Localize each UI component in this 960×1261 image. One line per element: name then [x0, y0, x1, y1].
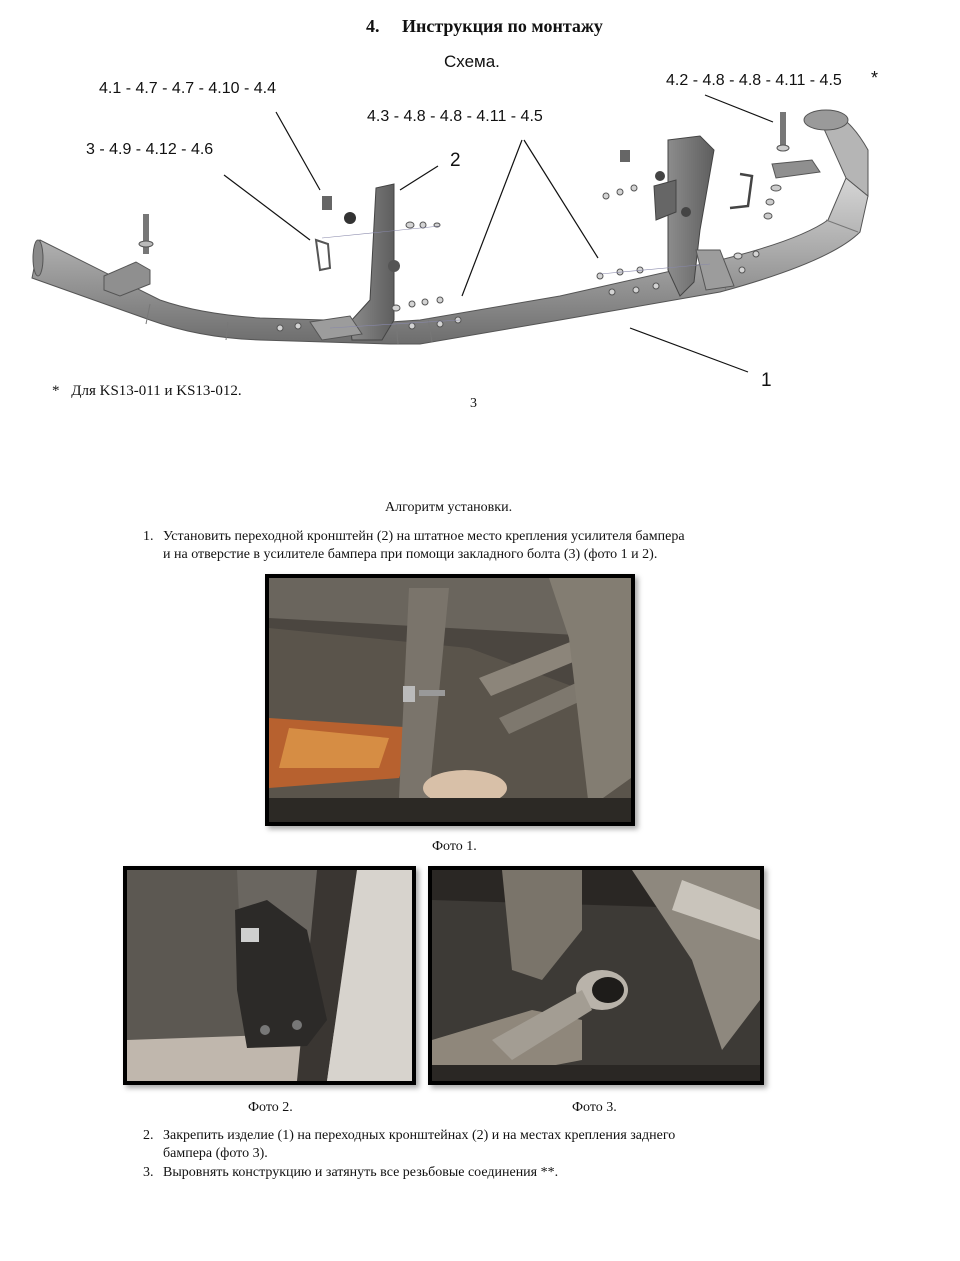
photo-2 — [123, 866, 416, 1085]
step-2 — [143, 1127, 823, 1163]
step-2-line-1: Закрепить изделие (1) на переходных кронштейнах (2) и на местах крепления заднего — [163, 1128, 676, 1143]
diagram-subtitle: Схема. — [444, 52, 500, 71]
photo-2-caption: Фото 2. — [248, 1100, 293, 1115]
photo-1-caption: Фото 1. — [432, 839, 477, 854]
photo-1-image — [269, 578, 631, 822]
callout-left-bracket-fasteners: 4.1 - 4.7 - 4.7 - 4.10 - 4.4 — [99, 80, 276, 97]
step-1 — [143, 528, 823, 564]
footnote-text: Для KS13-011 и KS13-012. — [71, 383, 242, 399]
step-1-line-1: Установить переходной кронштейн (2) на штатное место крепления усилителя бампера — [163, 529, 685, 544]
photo-3 — [428, 866, 764, 1085]
page-number: 3 — [470, 396, 477, 411]
photo-3-image — [432, 870, 760, 1081]
step-3-number: 3. — [143, 1165, 154, 1180]
callout-center-fasteners: 4.3 - 4.8 - 4.8 - 4.11 - 4.5 — [367, 108, 543, 125]
footnote-mark: * — [52, 383, 60, 399]
step-2-line-2: бампера (фото 3). — [163, 1146, 268, 1161]
main-tube-part-1 — [32, 110, 868, 344]
left-adapter-bracket-part-2 — [277, 184, 461, 340]
callout-left-end-fasteners: 3 - 4.9 - 4.12 - 4.6 — [86, 141, 214, 158]
algorithm-heading: Алгоритм установки. — [385, 500, 513, 515]
photo-1 — [265, 574, 635, 826]
step-3 — [143, 1164, 823, 1182]
callout-part-1: 1 — [761, 370, 772, 391]
step-3-line-1: Выровнять конструкцию и затянуть все резьбовые соединения **. — [163, 1165, 559, 1180]
section-title: Инструкция по монтажу — [402, 16, 603, 36]
callout-asterisk: * — [871, 68, 879, 88]
footnote — [52, 383, 242, 400]
step-1-number: 1. — [143, 529, 154, 544]
step-2-number: 2. — [143, 1128, 154, 1143]
left-end-mount-tab — [104, 214, 153, 296]
photo-3-caption: Фото 3. — [572, 1100, 617, 1115]
section-number: 4. — [366, 16, 380, 36]
callout-right-end-fasteners: 4.2 - 4.8 - 4.8 - 4.11 - 4.5 — [666, 72, 842, 89]
callout-part-2: 2 — [450, 150, 461, 171]
photo-2-image — [127, 870, 412, 1081]
bumper-assembly-diagram — [0, 0, 960, 420]
step-1-line-2: и на отверстие в усилителе бампера при помощи закладного болта (3) (фото 1 и 2). — [163, 547, 658, 562]
